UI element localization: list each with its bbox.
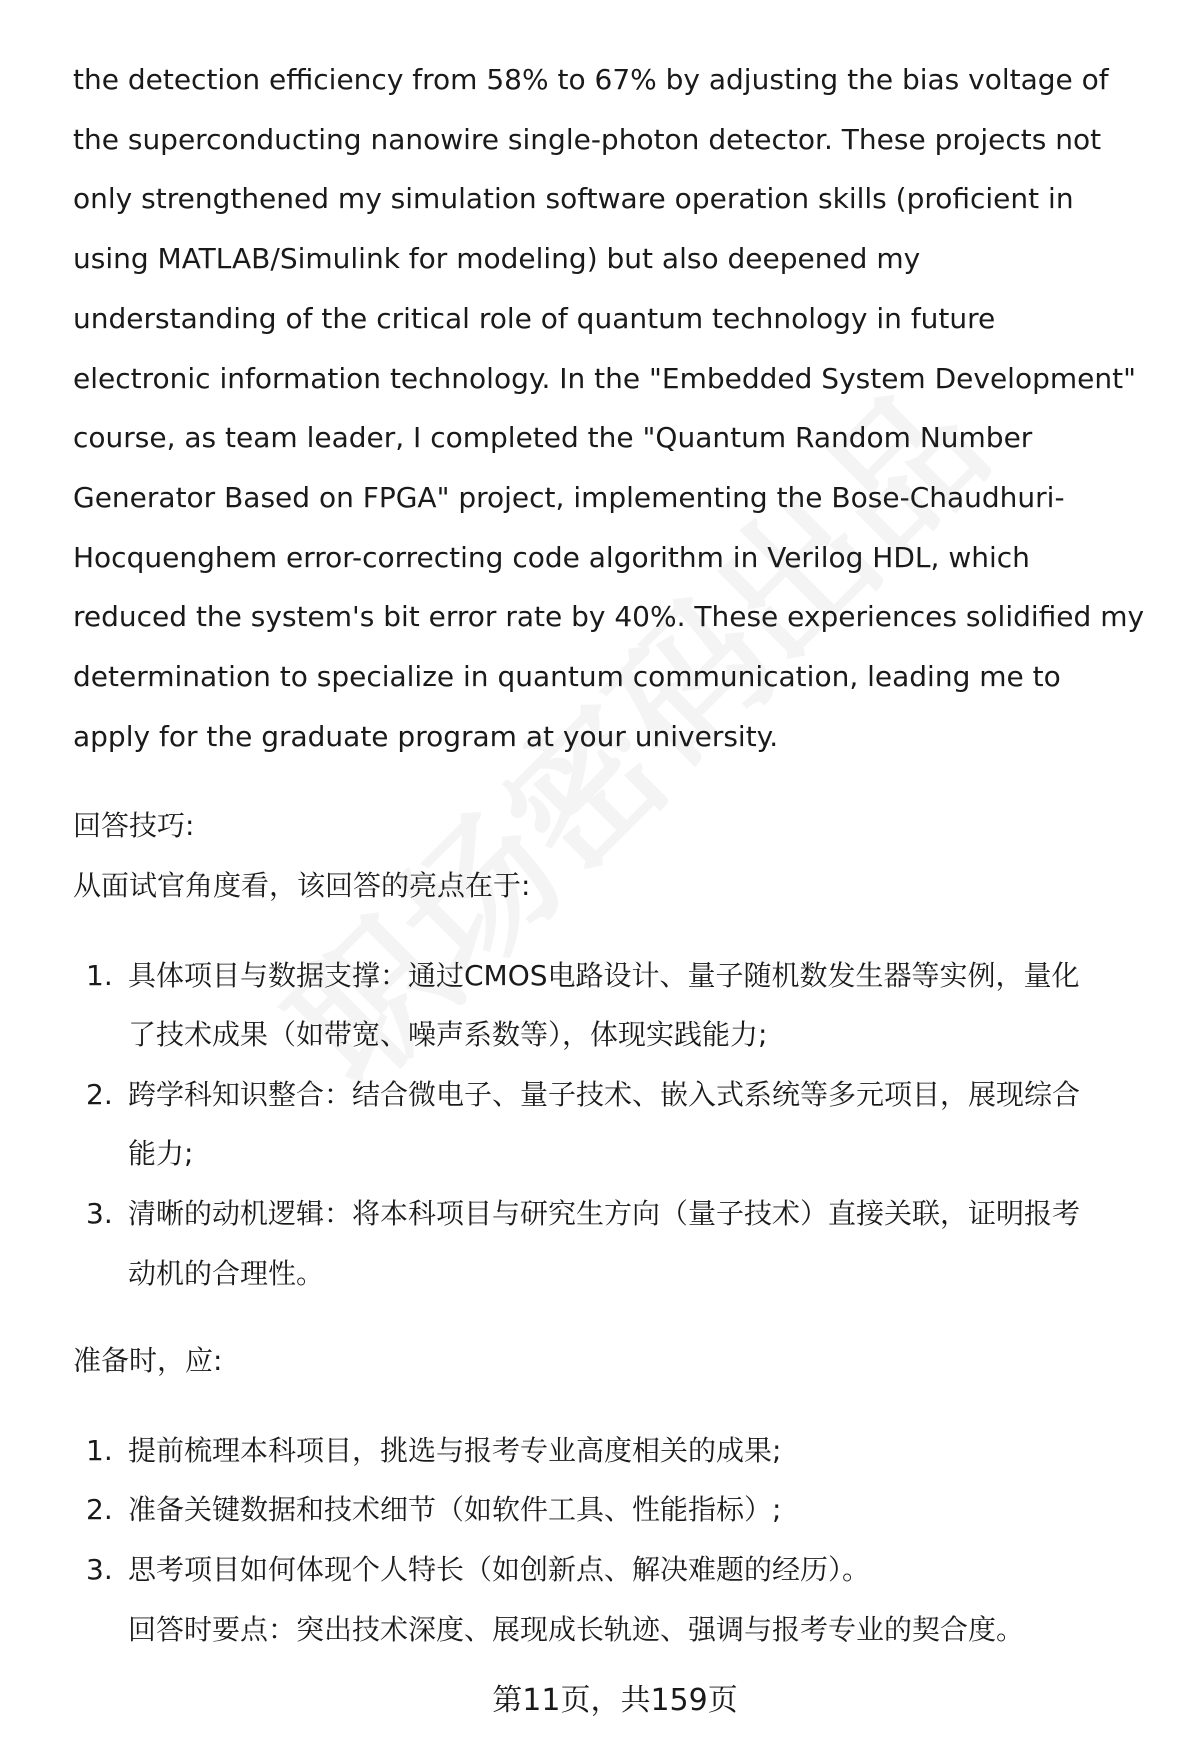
paragraph-line: reduced the system's bit error rate by 40%. These experiences solidified my (73, 600, 1145, 634)
list-item-text: 跨学科知识整合：结合微电子、量子技术、嵌入式系统等多元项目，展现综合 (128, 1078, 1081, 1111)
paragraph-line: determination to specialize in quantum communication, leading me to (73, 660, 1061, 693)
answer-points: 回答时要点：突出技术深度、展现成长轨迹、强调与报考专业的契合度。 (128, 1613, 1025, 1646)
list-item-text: 思考项目如何体现个人特长（如创新点、解决难题的经历）。 (128, 1553, 871, 1586)
paragraph-line: understanding of the critical role of quantum technology in future (73, 301, 996, 335)
paragraph-line: using MATLAB/Simulink for modeling) but also deepened my (73, 242, 921, 276)
list-item-text: 提前梳理本科项目，挑选与报考专业高度相关的成果; (128, 1434, 782, 1467)
list-item-text: 清晰的动机逻辑：将本科项目与研究生方向（量子技术）直接关联，证明报考 (128, 1197, 1081, 1230)
list-item-text: 动机的合理性。 (128, 1257, 325, 1290)
list-number: 1. (86, 1434, 113, 1467)
list-number: 1. (86, 959, 113, 992)
paragraph-line: only strengthened my simulation software operation skills (proficient in (73, 182, 1074, 216)
paragraph-line: the superconducting nanowire single-photon detector. These projects not (73, 122, 1102, 156)
tips-heading: 回答技巧: (73, 809, 195, 842)
paragraph-line: Hocquenghem error-correcting code algorithm in Verilog HDL, which (73, 540, 1030, 574)
list-number: 3. (86, 1553, 113, 1586)
paragraph-line: the detection efficiency from 58% to 67% by adjusting the bias voltage of (73, 63, 1109, 96)
paragraph-line: apply for the graduate program at your university. (73, 719, 779, 753)
paragraph-line: course, as team leader, I completed the "Quantum Random Number (73, 421, 1033, 455)
prep-heading: 准备时，应: (73, 1344, 223, 1377)
page-number: 第11页，共159页 (492, 1683, 738, 1718)
paragraph-line: electronic information technology. In the "Embedded System Development" (73, 361, 1136, 395)
list-item-text: 能力; (128, 1137, 194, 1170)
tips-intro: 从面试官角度看，该回答的亮点在于: (73, 869, 531, 902)
list-item-text: 准备关键数据和技术细节（如软件工具、性能指标）; (128, 1493, 782, 1526)
list-number: 2. (86, 1078, 113, 1111)
list-number: 2. (86, 1493, 113, 1526)
list-item-text: 具体项目与数据支撑：通过CMOS电路设计、量子随机数发生器等实例，量化 (128, 959, 1080, 992)
list-number: 3. (86, 1197, 113, 1230)
paragraph-line: Generator Based on FPGA" project, implementing the Bose-Chaudhuri- (73, 480, 1065, 514)
list-item-text: 了技术成果（如带宽、噪声系数等），体现实践能力; (128, 1018, 768, 1051)
